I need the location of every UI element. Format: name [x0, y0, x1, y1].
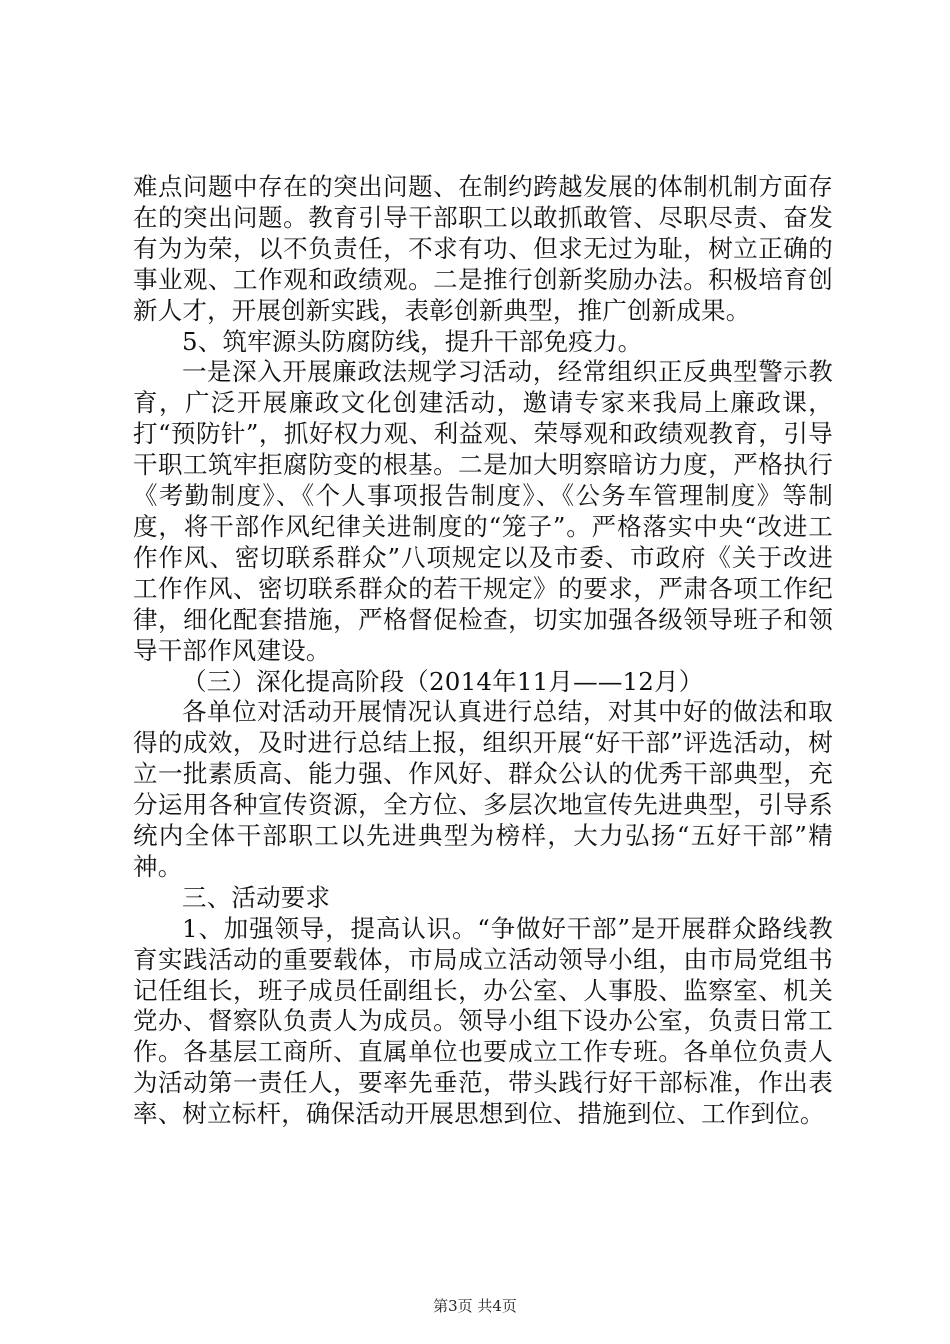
- paragraph-heading-requirements: 三、活动要求: [182, 882, 331, 912]
- document-body: [133, 172, 833, 1130]
- paragraph-requirement-1: 1、加强领导，提高认识。“争做好干部”是开展群众路线教育实践活动的重要载体，市局成立活动领导小组，由市局党组书记任组长，班子成员任副组长，办公室、人事股、监察室、机关党办、督察队负责人为成员。领导小组下设办公室，负责日常工作。各基层工商所、直属单位也要成立工作专班。各单位负责人为活动第一责任人，要率先垂范，带头践行好干部标准，作出表率、树立标杆，确保活动开展思想到位、措施到位、工作到位。: [133, 913, 833, 1129]
- paragraph-stage-3-body: 各单位对活动开展情况认真进行总结，对其中好的做法和取得的成效，及时进行总结上报，组织开展“好干部”评选活动，树立一批素质高、能力强、作风好、群众公认的优秀干部典型，充分运用各种宣传资源，全方位、多层次地宣传先进典型，引导系统内全体干部职工以先进典型为榜样，大力弘扬“五好干部”精神。: [133, 697, 833, 881]
- paragraph-anti-corruption: 一是深入开展廉政法规学习活动，经常组织正反典型警示教育，广泛开展廉政文化创建活动，邀请专家来我局上廉政课，打“预防针”，抓好权力观、利益观、荣辱观和政绩观教育，引导干职工筑牢拒腐防变的根基。二是加大明察暗访力度，严格执行《考勤制度》、《个人事项报告制度》、《公务车管理制度》等制度，将干部作风纪律关进制度的“笼子”。严格落实中央“改进工作作风、密切联系群众”八项规定以及市委、市政府《关于改进工作作风、密切联系群众的若干规定》的要求，严肃各项工作纪律，细化配套措施，严格督促检查，切实加强各级领导班子和领导干部作风建设。: [133, 357, 833, 665]
- paragraph-continuation: 难点问题中存在的突出问题、在制约跨越发展的体制机制方面存在的突出问题。教育引导干部职工以敢抓敢管、尽职尽责、奋发有为为荣，以不负责任，不求有功、但求无过为耻，树立正确的事业观、工作观和政绩观。二是推行创新奖励办法。积极培育创新人才，开展创新实践，表彰创新典型，推广创新成果。: [133, 172, 833, 325]
- paragraph-heading-stage-3: （三）深化提高阶段（2014年11月——12月）: [182, 666, 704, 696]
- paragraph-heading-5: 5、筑牢源头防腐防线，提升干部免疫力。: [182, 326, 643, 356]
- page-number-footer: 第3页 共4页: [433, 1297, 517, 1315]
